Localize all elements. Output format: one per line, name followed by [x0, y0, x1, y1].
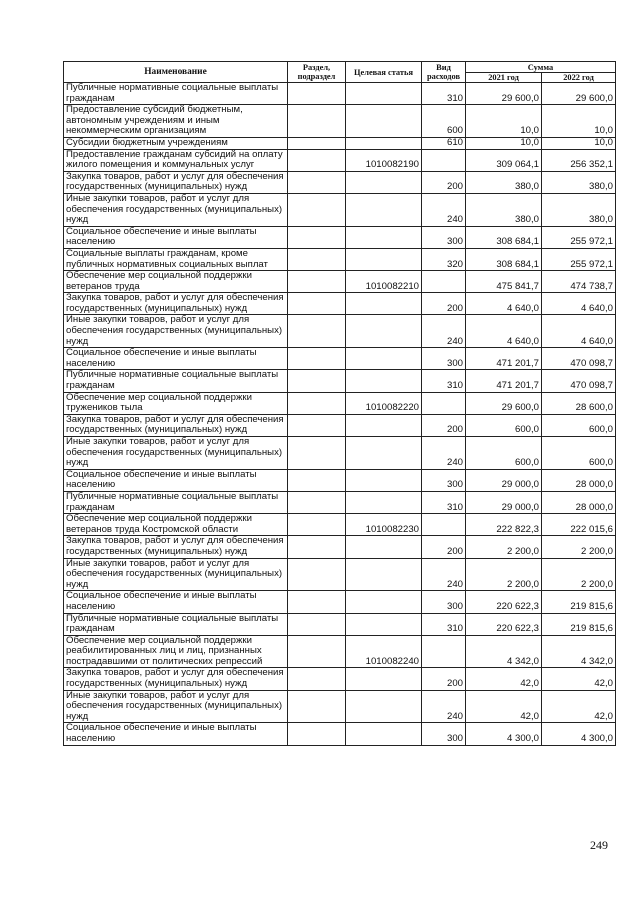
cell-name: Иные закупки товаров, работ и услуг для обеспечения государственных (муниципальных) нужд	[64, 558, 288, 591]
cell-y2021: 4 342,0	[466, 635, 542, 668]
cell-name: Закупка товаров, работ и услуг для обеспечения государственных (муниципальных) нужд	[64, 536, 288, 558]
cell-y2021: 600,0	[466, 437, 542, 470]
cell-name: Закупка товаров, работ и услуг для обеспечения государственных (муниципальных) нужд	[64, 668, 288, 690]
cell-target	[346, 469, 422, 491]
cell-section	[288, 370, 346, 392]
cell-section	[288, 635, 346, 668]
cell-target	[346, 414, 422, 436]
cell-type	[422, 514, 466, 536]
cell-y2022: 4 640,0	[542, 315, 616, 348]
cell-type: 310	[422, 491, 466, 513]
page-number: 249	[590, 838, 608, 852]
cell-y2022: 600,0	[542, 437, 616, 470]
cell-y2021: 42,0	[466, 668, 542, 690]
cell-type	[422, 149, 466, 171]
cell-y2022: 474 738,7	[542, 271, 616, 293]
cell-y2022: 2 200,0	[542, 536, 616, 558]
table-row	[64, 83, 616, 105]
cell-y2021: 10,0	[466, 137, 542, 149]
cell-y2021: 29 000,0	[466, 469, 542, 491]
cell-y2021: 2 200,0	[466, 536, 542, 558]
cell-section	[288, 271, 346, 293]
cell-name: Социальное обеспечение и иные выплаты населению	[64, 226, 288, 248]
table-row	[64, 613, 616, 635]
cell-y2022: 28 000,0	[542, 491, 616, 513]
cell-type: 600	[422, 105, 466, 138]
cell-y2022: 380,0	[542, 171, 616, 193]
cell-type: 240	[422, 315, 466, 348]
cell-name: Предоставление субсидий бюджетным, автономным учреждениям и иным некоммерческим организациям	[64, 105, 288, 138]
cell-section	[288, 315, 346, 348]
cell-y2021: 309 064,1	[466, 149, 542, 171]
header-year-2021: 2021 год	[466, 73, 542, 83]
cell-y2021: 29 600,0	[466, 392, 542, 414]
cell-name: Социальные выплаты гражданам, кроме публичных нормативных социальных выплат	[64, 248, 288, 270]
cell-target	[346, 226, 422, 248]
cell-type	[422, 392, 466, 414]
cell-type: 310	[422, 613, 466, 635]
cell-type: 240	[422, 690, 466, 723]
table-row	[64, 171, 616, 193]
table-row	[64, 558, 616, 591]
cell-name: Закупка товаров, работ и услуг для обеспечения государственных (муниципальных) нужд	[64, 414, 288, 436]
cell-name: Обеспечение мер социальной поддержки тружеников тыла	[64, 392, 288, 414]
cell-y2022: 219 815,6	[542, 591, 616, 613]
table-row	[64, 348, 616, 370]
cell-target	[346, 171, 422, 193]
cell-y2022: 255 972,1	[542, 248, 616, 270]
cell-target: 1010082210	[346, 271, 422, 293]
budget-table	[63, 61, 616, 746]
cell-target	[346, 315, 422, 348]
cell-target	[346, 370, 422, 392]
table-row	[64, 690, 616, 723]
cell-y2022: 219 815,6	[542, 613, 616, 635]
cell-target	[346, 723, 422, 745]
cell-section	[288, 613, 346, 635]
table-row	[64, 271, 616, 293]
cell-y2022: 256 352,1	[542, 149, 616, 171]
table-row	[64, 293, 616, 315]
cell-y2022: 2 200,0	[542, 558, 616, 591]
table-row	[64, 536, 616, 558]
cell-name: Закупка товаров, работ и услуг для обеспечения государственных (муниципальных) нужд	[64, 171, 288, 193]
cell-section	[288, 723, 346, 745]
cell-section	[288, 668, 346, 690]
cell-target	[346, 613, 422, 635]
cell-target: 1010082190	[346, 149, 422, 171]
header-name: Наименование	[64, 62, 288, 83]
cell-section	[288, 558, 346, 591]
cell-type: 200	[422, 668, 466, 690]
cell-section	[288, 293, 346, 315]
cell-type: 240	[422, 558, 466, 591]
cell-type: 200	[422, 171, 466, 193]
cell-y2021: 220 622,3	[466, 591, 542, 613]
cell-target	[346, 293, 422, 315]
cell-type: 610	[422, 137, 466, 149]
cell-section	[288, 83, 346, 105]
cell-target	[346, 193, 422, 226]
cell-target	[346, 348, 422, 370]
table-row	[64, 248, 616, 270]
cell-section	[288, 348, 346, 370]
cell-target: 1010082220	[346, 392, 422, 414]
cell-type: 200	[422, 536, 466, 558]
cell-name: Иные закупки товаров, работ и услуг для обеспечения государственных (муниципальных) нужд	[64, 315, 288, 348]
cell-y2021: 471 201,7	[466, 348, 542, 370]
cell-y2022: 42,0	[542, 690, 616, 723]
cell-name: Иные закупки товаров, работ и услуг для обеспечения государственных (муниципальных) нужд	[64, 690, 288, 723]
cell-y2022: 4 640,0	[542, 293, 616, 315]
cell-section	[288, 193, 346, 226]
table-row	[64, 591, 616, 613]
cell-y2021: 600,0	[466, 414, 542, 436]
cell-name: Социальное обеспечение и иные выплаты населению	[64, 723, 288, 745]
cell-y2022: 29 600,0	[542, 83, 616, 105]
cell-y2021: 308 684,1	[466, 248, 542, 270]
cell-name: Закупка товаров, работ и услуг для обеспечения государственных (муниципальных) нужд	[64, 293, 288, 315]
table-row	[64, 370, 616, 392]
cell-section	[288, 248, 346, 270]
cell-target	[346, 558, 422, 591]
cell-y2022: 222 015,6	[542, 514, 616, 536]
cell-section	[288, 536, 346, 558]
cell-name: Иные закупки товаров, работ и услуг для обеспечения государственных (муниципальных) нужд	[64, 193, 288, 226]
cell-y2021: 308 684,1	[466, 226, 542, 248]
cell-target	[346, 668, 422, 690]
cell-target	[346, 437, 422, 470]
cell-y2022: 42,0	[542, 668, 616, 690]
cell-y2022: 4 300,0	[542, 723, 616, 745]
cell-target	[346, 248, 422, 270]
table-header	[64, 62, 616, 83]
cell-section	[288, 392, 346, 414]
cell-y2021: 220 622,3	[466, 613, 542, 635]
cell-type: 300	[422, 591, 466, 613]
cell-type: 300	[422, 348, 466, 370]
cell-y2022: 470 098,7	[542, 370, 616, 392]
cell-name: Публичные нормативные социальные выплаты гражданам	[64, 613, 288, 635]
cell-section	[288, 469, 346, 491]
table-row	[64, 137, 616, 149]
cell-name: Обеспечение мер социальной поддержки ветеранов труда Костромской области	[64, 514, 288, 536]
table-row	[64, 437, 616, 470]
cell-section	[288, 137, 346, 149]
cell-y2022: 470 098,7	[542, 348, 616, 370]
cell-y2021: 29 000,0	[466, 491, 542, 513]
cell-y2022: 4 342,0	[542, 635, 616, 668]
cell-target: 1010082230	[346, 514, 422, 536]
cell-section	[288, 171, 346, 193]
cell-y2022: 10,0	[542, 105, 616, 138]
cell-target	[346, 83, 422, 105]
cell-name: Социальное обеспечение и иные выплаты населению	[64, 348, 288, 370]
cell-type: 300	[422, 723, 466, 745]
cell-section	[288, 226, 346, 248]
cell-name: Публичные нормативные социальные выплаты гражданам	[64, 83, 288, 105]
table-row	[64, 414, 616, 436]
cell-y2022: 10,0	[542, 137, 616, 149]
table-row	[64, 469, 616, 491]
cell-y2022: 380,0	[542, 193, 616, 226]
cell-section	[288, 591, 346, 613]
cell-name: Публичные нормативные социальные выплаты гражданам	[64, 491, 288, 513]
cell-type: 200	[422, 414, 466, 436]
cell-target	[346, 491, 422, 513]
table-row	[64, 315, 616, 348]
cell-section	[288, 414, 346, 436]
cell-y2022: 600,0	[542, 414, 616, 436]
cell-name: Социальное обеспечение и иные выплаты населению	[64, 469, 288, 491]
cell-y2021: 4 300,0	[466, 723, 542, 745]
cell-target	[346, 591, 422, 613]
cell-target	[346, 690, 422, 723]
cell-y2021: 222 822,3	[466, 514, 542, 536]
table-row	[64, 668, 616, 690]
cell-type: 300	[422, 226, 466, 248]
header-section: Раздел, подраздел	[288, 62, 346, 83]
cell-section	[288, 514, 346, 536]
cell-y2021: 4 640,0	[466, 315, 542, 348]
cell-target	[346, 137, 422, 149]
table-body	[64, 83, 616, 746]
header-sum: Сумма	[466, 62, 616, 73]
table-row	[64, 193, 616, 226]
cell-y2021: 10,0	[466, 105, 542, 138]
cell-y2022: 28 000,0	[542, 469, 616, 491]
cell-section	[288, 149, 346, 171]
cell-section	[288, 690, 346, 723]
cell-target	[346, 105, 422, 138]
table-row	[64, 105, 616, 138]
table-row	[64, 226, 616, 248]
cell-y2021: 475 841,7	[466, 271, 542, 293]
cell-name: Социальное обеспечение и иные выплаты населению	[64, 591, 288, 613]
cell-section	[288, 437, 346, 470]
cell-type: 320	[422, 248, 466, 270]
header-target: Целевая статья	[346, 62, 422, 83]
table-row	[64, 392, 616, 414]
cell-y2021: 4 640,0	[466, 293, 542, 315]
cell-name: Предоставление гражданам субсидий на оплату жилого помещения и коммунальных услуг	[64, 149, 288, 171]
table-row	[64, 635, 616, 668]
cell-section	[288, 105, 346, 138]
cell-type	[422, 271, 466, 293]
cell-name: Обеспечение мер социальной поддержки ветеранов труда	[64, 271, 288, 293]
cell-type: 310	[422, 370, 466, 392]
cell-y2021: 471 201,7	[466, 370, 542, 392]
cell-type: 240	[422, 193, 466, 226]
cell-y2021: 2 200,0	[466, 558, 542, 591]
table-row	[64, 723, 616, 745]
cell-y2022: 28 600,0	[542, 392, 616, 414]
header-year-2022: 2022 год	[542, 73, 616, 83]
cell-name: Субсидии бюджетным учреждениям	[64, 137, 288, 149]
cell-type: 200	[422, 293, 466, 315]
cell-name: Публичные нормативные социальные выплаты гражданам	[64, 370, 288, 392]
table-row	[64, 491, 616, 513]
cell-y2021: 380,0	[466, 171, 542, 193]
cell-y2022: 255 972,1	[542, 226, 616, 248]
table-row	[64, 514, 616, 536]
cell-type: 300	[422, 469, 466, 491]
cell-name: Иные закупки товаров, работ и услуг для обеспечения государственных (муниципальных) нужд	[64, 437, 288, 470]
cell-type: 240	[422, 437, 466, 470]
cell-y2021: 380,0	[466, 193, 542, 226]
cell-y2021: 42,0	[466, 690, 542, 723]
cell-y2021: 29 600,0	[466, 83, 542, 105]
cell-target: 1010082240	[346, 635, 422, 668]
cell-target	[346, 536, 422, 558]
cell-name: Обеспечение мер социальной поддержки реабилитированных лиц и лиц, признанных пострадавшими от политических репрессий	[64, 635, 288, 668]
cell-type	[422, 635, 466, 668]
cell-type: 310	[422, 83, 466, 105]
table-row	[64, 149, 616, 171]
cell-section	[288, 491, 346, 513]
header-type: Вид расходов	[422, 62, 466, 83]
